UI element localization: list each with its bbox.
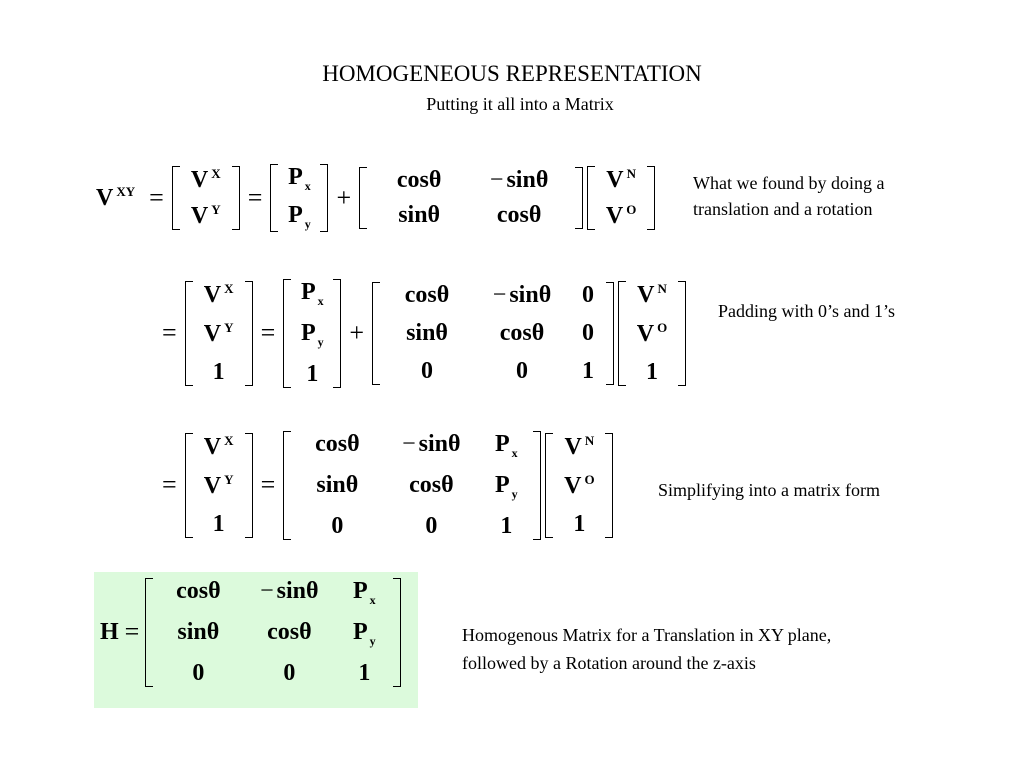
equals-sign: = xyxy=(247,182,263,212)
equals-sign: = xyxy=(149,182,164,212)
equals-sign: = xyxy=(124,617,140,647)
plus-sign: + xyxy=(336,182,352,212)
matrix-rotation-2x2: cosθ − sinθ sinθ cosθ xyxy=(359,167,583,229)
equation-2 xyxy=(154,279,686,388)
plus-sign: + xyxy=(349,318,365,348)
equals-sign: = xyxy=(260,470,276,500)
page-subtitle: Putting it all into a Matrix xyxy=(426,94,614,114)
equation-h xyxy=(100,578,401,687)
equals-sign: = xyxy=(162,318,177,348)
page-title: HOMOGENEOUS REPRESENTATION xyxy=(322,61,702,86)
matrix-v-xy1: V $^X$ V $^Y$ 1 xyxy=(185,281,253,386)
matrix-v-no: V $^N$ V $^O$ xyxy=(587,166,655,230)
equation-3 xyxy=(154,431,613,540)
matrix-v-xy1: V $^X$ V $^Y$ 1 xyxy=(185,433,253,538)
matrix-p: P $_x$ P $_y$ xyxy=(270,164,328,232)
equals-sign: = xyxy=(162,470,177,500)
matrix-v-xy: V $^X$ V $^Y$ xyxy=(172,166,240,230)
h-symbol: H xyxy=(100,618,119,645)
matrix-v-no1: V $^N$ V $^O$ 1 xyxy=(545,433,613,538)
matrix-h: cosθ − sinθ P $_x$ sinθ cosθ P $_y$ 0 0 1 xyxy=(145,578,401,687)
matrix-p1: P $_x$ P $_y$ 1 xyxy=(283,279,341,388)
note-eq1: What we found by doing a translation and a rotation xyxy=(693,173,885,219)
eq1-lhs: V $^{XY}$ xyxy=(96,183,136,211)
matrix-rotation-3x3: cosθ − sinθ 0 sinθ cosθ 0 0 0 1 xyxy=(372,282,614,385)
note-eq3: Simplifying into a matrix form xyxy=(658,480,880,500)
note-eq2: Padding with 0’s and 1’s xyxy=(718,301,896,321)
equation-1 xyxy=(96,164,655,232)
matrix-homogeneous: cosθ − sinθ P $_x$ sinθ cosθ P $_y$ 0 0 1 xyxy=(283,431,541,540)
matrix-v-no1: V $^N$ V $^O$ 1 xyxy=(618,281,686,386)
note-eq4: Homogenous Matrix for a Translation in XY plane, followed by a Rotation around the z-axis xyxy=(462,625,832,673)
equals-sign: = xyxy=(260,318,276,348)
